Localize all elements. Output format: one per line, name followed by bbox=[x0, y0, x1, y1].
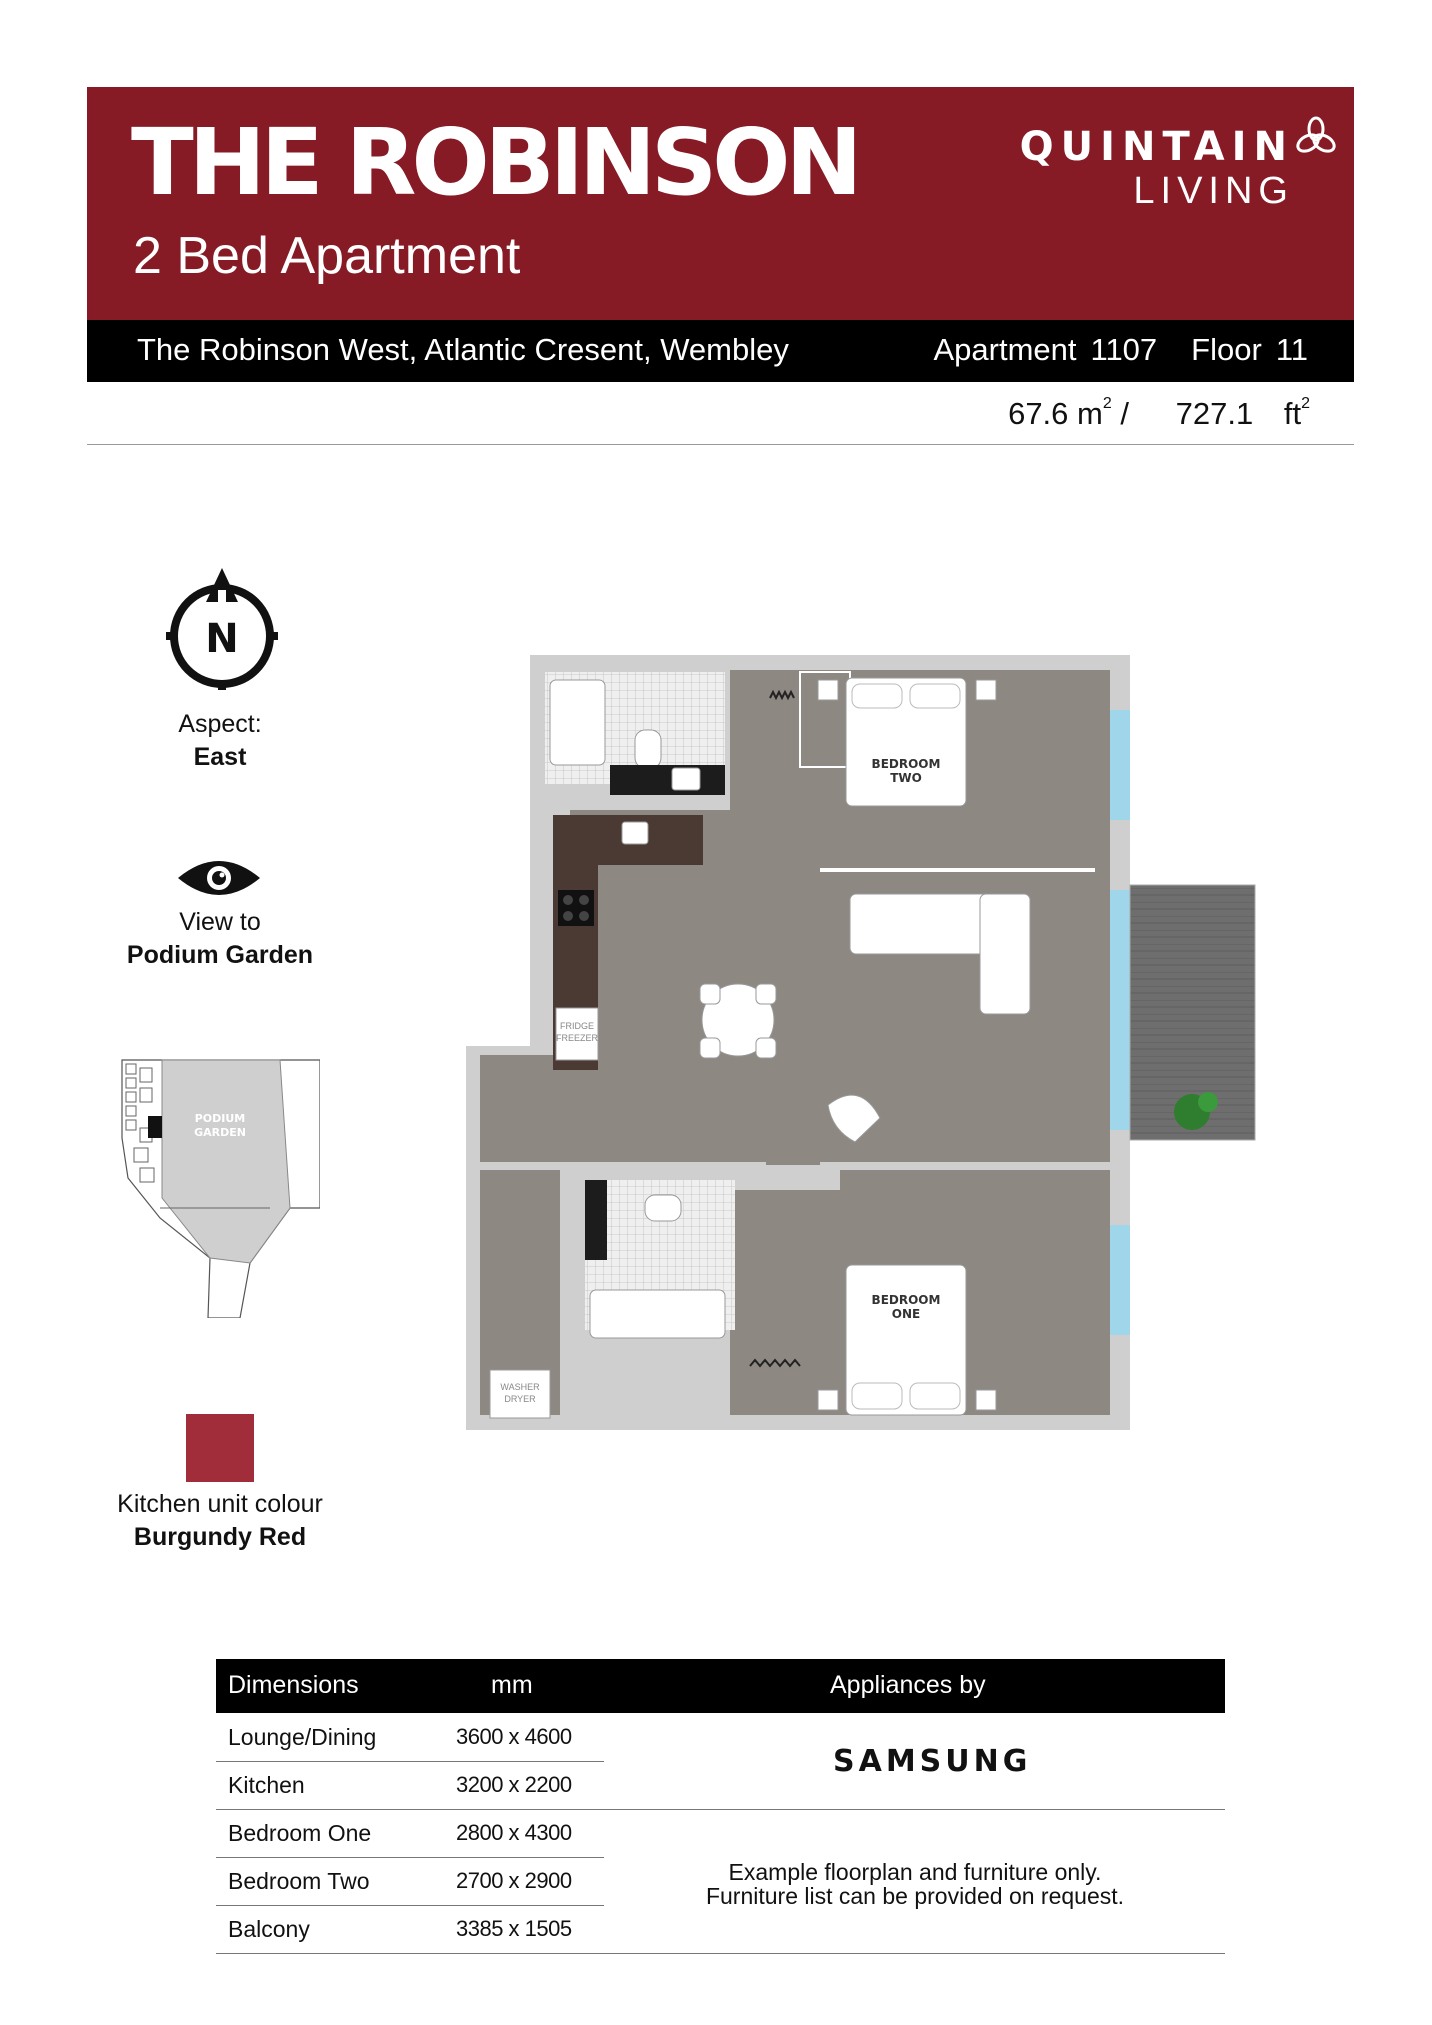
floor-number: 11 bbox=[1275, 332, 1308, 367]
sqm-exponent: 2 bbox=[1102, 395, 1112, 412]
area-sqm: 67.6 bbox=[1008, 396, 1069, 431]
window-lounge bbox=[1110, 890, 1130, 1130]
bathtub-icon bbox=[550, 680, 605, 765]
trefoil-logo-icon bbox=[1294, 115, 1338, 159]
room-dimension: 3600 x 4600 bbox=[456, 1724, 572, 1749]
brand-subname: LIVING bbox=[1133, 170, 1294, 212]
area-sqft: 727.1 bbox=[1175, 396, 1254, 431]
room-name: Kitchen bbox=[228, 1772, 305, 1798]
site-plan-map bbox=[120, 1058, 320, 1318]
appliances-bottom-line bbox=[604, 1953, 1225, 1954]
address: The Robinson West, Atlantic Cresent, Wembley bbox=[137, 332, 789, 367]
toilet-icon bbox=[635, 730, 661, 768]
washer-label-1: WASHER bbox=[500, 1382, 540, 1392]
table-row bbox=[216, 1905, 604, 1954]
room-dimension: 3200 x 2200 bbox=[456, 1772, 572, 1797]
appliances-header: Appliances by bbox=[830, 1671, 986, 1699]
room-name: Bedroom One bbox=[228, 1820, 372, 1846]
area-separator: / bbox=[1120, 396, 1130, 431]
property-title: THE ROBINSON bbox=[131, 109, 858, 216]
view-label: View to bbox=[179, 908, 261, 936]
room-dimension: 3385 x 1505 bbox=[456, 1916, 572, 1941]
hob-icon bbox=[558, 890, 594, 926]
bedroom-two-label-2: TWO bbox=[890, 771, 922, 785]
compass-letter: N bbox=[205, 616, 239, 662]
table-row bbox=[216, 1809, 604, 1858]
unit-header: mm bbox=[491, 1671, 533, 1699]
dimensions-table-header bbox=[216, 1659, 1225, 1713]
kitchen-colour-label: Kitchen unit colour bbox=[117, 1490, 323, 1518]
apartment-type: 2 Bed Apartment bbox=[133, 227, 521, 285]
divider bbox=[87, 444, 1354, 445]
room-dimension: 2700 x 2900 bbox=[456, 1868, 572, 1893]
apartment-floor bbox=[919, 334, 1308, 365]
floor-area bbox=[1008, 395, 1310, 431]
kitchen-colour-swatch bbox=[186, 1414, 254, 1482]
samsung-logo: SAMSUNG bbox=[833, 1744, 1032, 1779]
disclaimer-line-2: Furniture list can be provided on request. bbox=[705, 1883, 1125, 1909]
kitchen-sink-icon bbox=[622, 822, 648, 844]
washer-label-2: DRYER bbox=[504, 1394, 536, 1404]
sqm-unit: m bbox=[1077, 396, 1103, 431]
brand-logo bbox=[1019, 124, 1294, 213]
apartment-label: Apartment bbox=[933, 332, 1077, 367]
window-bedroom-two bbox=[1110, 710, 1130, 820]
sqft-unit: ft bbox=[1283, 396, 1302, 431]
room-dimension: 2800 x 4300 bbox=[456, 1820, 572, 1845]
room-name: Lounge/Dining bbox=[228, 1724, 377, 1750]
table-row bbox=[216, 1713, 604, 1762]
vanity-unit bbox=[610, 765, 725, 795]
kitchen-colour bbox=[60, 1488, 380, 1553]
fridge-label-2: FREEZER bbox=[555, 1033, 599, 1043]
info-strip bbox=[87, 320, 1354, 382]
sqft-exponent: 2 bbox=[1301, 395, 1310, 412]
aspect-label: Aspect: bbox=[178, 710, 262, 738]
room-name: Bedroom Two bbox=[228, 1868, 370, 1894]
view bbox=[60, 906, 380, 971]
appliances-divider bbox=[604, 1809, 1225, 1810]
view-value: Podium Garden bbox=[126, 940, 314, 969]
bathtub-two-icon bbox=[590, 1290, 725, 1338]
room-name: Balcony bbox=[228, 1916, 310, 1942]
window-bedroom-one bbox=[1110, 1225, 1130, 1335]
bedroom-one-label-1: BEDROOM bbox=[871, 1293, 941, 1307]
dimensions-header: Dimensions bbox=[228, 1671, 359, 1699]
table-row bbox=[216, 1857, 604, 1906]
brand-name: QUINTAIN bbox=[1019, 124, 1294, 170]
floor-label: Floor bbox=[1191, 332, 1262, 367]
fridge-label-1: FRIDGE bbox=[559, 1021, 595, 1031]
apartment-number: 1107 bbox=[1090, 332, 1158, 367]
bedroom-two-label-1: BEDROOM bbox=[871, 757, 941, 771]
aspect-value: East bbox=[193, 742, 247, 771]
eye-icon bbox=[176, 856, 262, 900]
apartment-location-marker bbox=[148, 1116, 162, 1138]
compass-icon bbox=[166, 566, 278, 690]
vanity-unit-two bbox=[585, 1180, 607, 1260]
disclaimer-line-1: Example floorplan and furniture only. bbox=[728, 1859, 1102, 1885]
table-row bbox=[216, 1761, 604, 1810]
kitchen-colour-value: Burgundy Red bbox=[133, 1522, 307, 1551]
aspect bbox=[60, 708, 380, 773]
header-banner bbox=[87, 87, 1354, 320]
sink-icon bbox=[672, 768, 700, 790]
bedroom-one-label-2: ONE bbox=[891, 1307, 921, 1321]
podium-label-1: PODIUM bbox=[194, 1112, 246, 1125]
floor-plan bbox=[460, 650, 1260, 1450]
podium-label-2: GARDEN bbox=[194, 1126, 246, 1139]
